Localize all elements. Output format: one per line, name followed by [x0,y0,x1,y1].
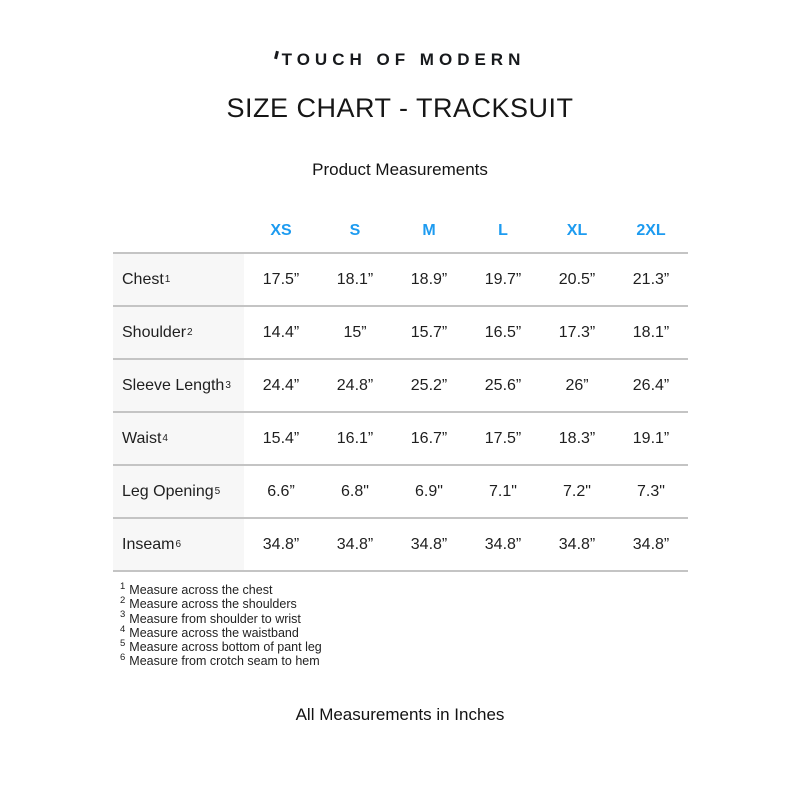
value-cell: 14.4” [262,323,300,341]
row-label: Leg Opening 5 [113,466,244,517]
value-cell: 16.5” [484,323,522,341]
footnote-sup: 4 [120,623,126,635]
value-cell: 6.9" [415,482,443,500]
row-label-text: Inseam [122,535,175,553]
footnote-text: Measure across the shoulders [129,597,297,612]
value-cell: 25.6” [484,376,522,394]
footnote-text: Measure from shoulder to wrist [129,611,301,626]
value-cell: 16.7” [410,429,448,447]
page-title: SIZE CHART - TRACKSUIT [226,93,574,123]
footnote-text: Measure across bottom of pant leg [129,640,322,655]
table-row-sleeve-length [113,358,688,411]
value-cell: 16.1” [336,429,374,447]
value-cell: 26.4” [632,376,670,394]
size-col-xs: XS [270,222,292,239]
table-row-inseam [113,517,688,572]
footnote-3 [120,609,322,626]
value-cell: 6.8" [341,482,369,500]
value-cell: 7.3" [637,482,665,500]
value-cell: 7.2" [563,482,591,500]
value-cell: 20.5” [558,270,596,288]
value-cell: 18.3” [558,429,596,447]
size-table-header-row [113,210,688,252]
value-cell: 19.1” [632,429,670,447]
footnote-5 [120,640,322,654]
value-cell: 7.1" [489,482,517,500]
table-row-chest [113,252,688,305]
footnotes [120,580,322,669]
value-cell: 17.5” [262,270,300,288]
footnote-text: Measure from crotch seam to hem [129,654,320,669]
value-cell: 18.9” [410,270,448,288]
row-label-text: Sleeve Length [122,376,225,394]
units-note: All Measurements in Inches [295,705,505,724]
value-cell: 19.7” [484,270,522,288]
value-cell: 21.3” [632,270,670,288]
corner-cell [113,210,244,252]
product-measurements-heading: Product Measurements [312,160,488,179]
value-cell: 34.8” [484,535,522,553]
row-label-text: Leg Opening [122,482,214,500]
row-label-text: Chest [122,270,164,288]
table-row-leg-opening [113,464,688,517]
value-cell: 24.4” [262,376,300,394]
size-table [113,210,688,572]
footnote-sup: 2 [120,595,126,607]
row-label: Waist 4 [113,413,244,464]
value-cell: 18.1” [336,270,374,288]
footnote-1 [120,580,322,597]
size-col-m: M [422,222,436,239]
value-cell: 18.1” [632,323,670,341]
footnote-text: Measure across the waistband [129,625,299,640]
value-cell: 17.3” [558,323,596,341]
value-cell: 25.2” [410,376,448,394]
value-cell: 6.6” [267,482,295,500]
value-cell: 17.5” [484,429,522,447]
table-row-shoulder [113,305,688,358]
footnote-sup: 6 [120,652,126,664]
logo-tick-icon [274,51,279,59]
value-cell: 34.8” [262,535,300,553]
row-label: Sleeve Length 3 [113,360,244,411]
row-label: Inseam 6 [113,519,244,570]
footnote-4 [120,623,322,640]
brand-logo [0,50,800,70]
row-label: Shoulder 2 [113,307,244,358]
footnote-sup: 1 [120,580,126,592]
row-label-text: Shoulder [122,323,187,341]
value-cell: 15.7” [410,323,448,341]
value-cell: 24.8” [336,376,374,394]
size-col-l: L [498,222,508,239]
size-col-s: S [349,222,361,239]
value-cell: 34.8” [558,535,596,553]
footnote-6 [120,654,322,668]
value-cell: 34.8” [410,535,448,553]
value-cell: 15” [343,323,367,341]
value-cell: 34.8” [336,535,374,553]
footnote-text: Measure across the chest [129,583,273,597]
value-cell: 34.8” [632,535,670,553]
size-col-2xl: 2XL [636,222,666,239]
footnote-sup: 5 [120,638,126,650]
value-cell: 26” [565,376,589,394]
size-col-xl: XL [566,222,588,239]
table-row-waist [113,411,688,464]
footnote-sup: 3 [120,609,126,621]
footnote-2 [120,597,322,611]
value-cell: 15.4” [262,429,300,447]
row-label: Chest 1 [113,254,244,305]
row-label-text: Waist [122,429,162,447]
brand-logo-text: TOUCH OF MODERN [281,50,526,69]
